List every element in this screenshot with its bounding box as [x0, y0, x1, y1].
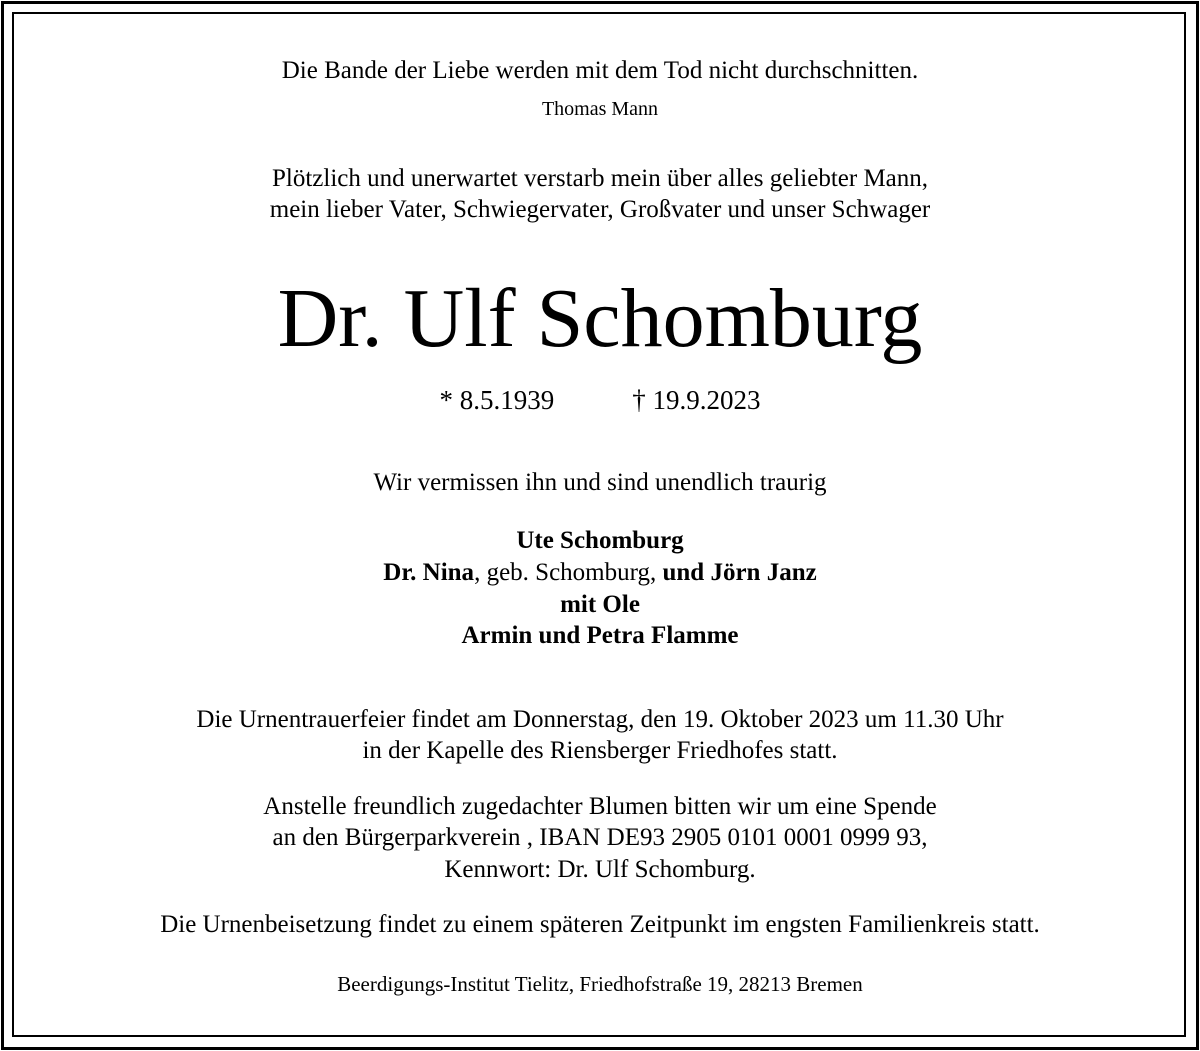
family-line-4: Armin und Petra Flamme: [461, 622, 739, 649]
quote-author: Thomas Mann: [541, 98, 659, 120]
family-line-3: mit Ole: [560, 591, 640, 618]
family-name-nina: Dr. Nina: [383, 559, 475, 586]
family-line-2: [0, 559, 1200, 587]
family-name-joern: und Jörn Janz: [662, 559, 817, 586]
burial-note: Die Urnenbeisetzung findet zu einem späteren Zeitpunkt im engsten Familienkreis statt.: [160, 911, 1040, 938]
donation-line-1: Anstelle freundlich zugedachter Blumen bitten wir um eine Spende: [263, 793, 937, 820]
life-dates: [0, 385, 1200, 416]
donation-line-2: an den Bürgerparkverein , IBAN DE93 2905 0101 0001 0999 93,: [272, 824, 928, 851]
intro-line-2: mein lieber Vater, Schwiegervater, Großvater und unser Schwager: [269, 196, 931, 223]
mourning-line: Wir vermissen ihn und sind unendlich traurig: [373, 469, 827, 496]
ceremony-line-1: Die Urnentrauerfeier findet am Donnerstag, den 19. Oktober 2023 um 11.30 Uhr: [196, 706, 1004, 733]
funeral-home: Beerdigungs-Institut Tielitz, Friedhofstraße 19, 28213 Bremen: [337, 972, 863, 996]
family-maiden-name: , geb. Schomburg,: [474, 559, 663, 586]
birth-date: * 8.5.1939: [439, 385, 555, 415]
family-line-1: Ute Schomburg: [516, 527, 684, 554]
ceremony-line-2: in der Kapelle des Riensberger Friedhofes statt.: [362, 737, 838, 764]
donation-line-3: Kennwort: Dr. Ulf Schomburg.: [444, 856, 756, 883]
deceased-name: Dr. Ulf Schomburg: [277, 272, 923, 365]
death-date: † 19.9.2023: [632, 385, 761, 415]
intro-line-1: Plötzlich und unerwartet verstarb mein über alles geliebter Mann,: [271, 165, 929, 192]
quote-text: Die Bande der Liebe werden mit dem Tod nicht durchschnitten.: [281, 57, 919, 84]
